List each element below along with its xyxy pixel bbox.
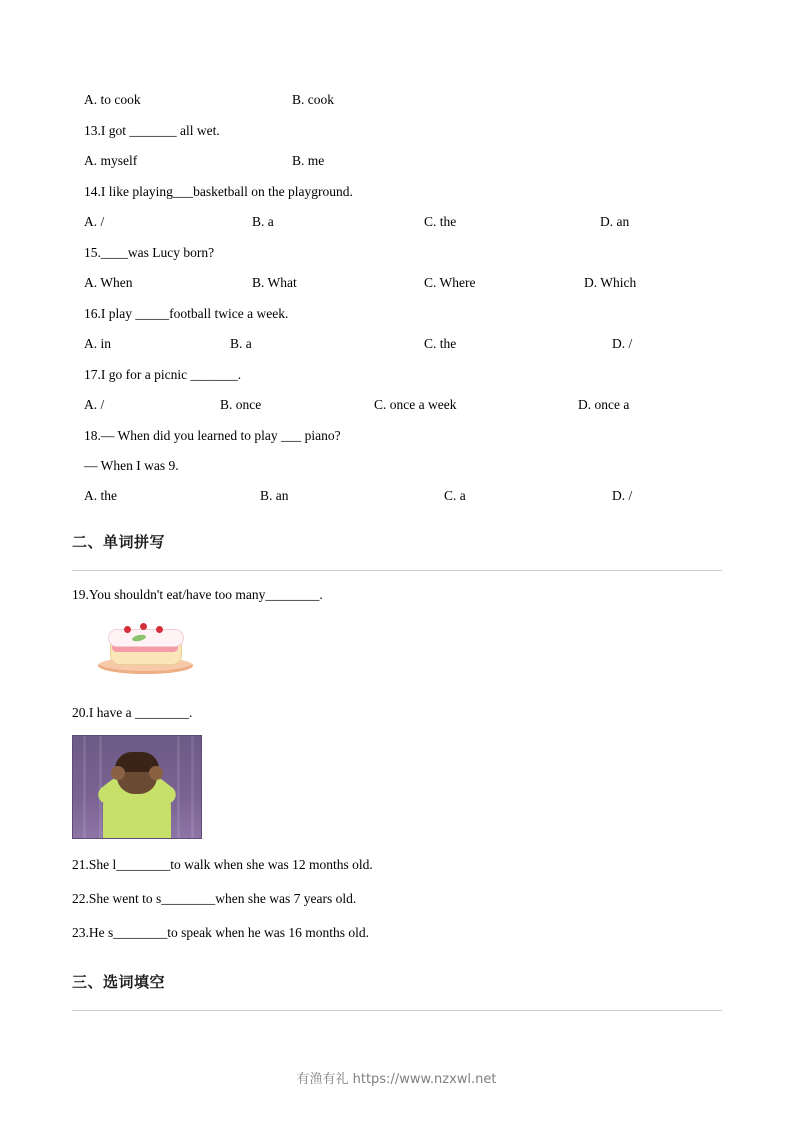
option-a[interactable]: A. the: [84, 488, 117, 503]
cake-illustration: [72, 617, 722, 679]
option-row: [72, 275, 722, 292]
option-row: [72, 336, 722, 353]
option-d[interactable]: D. once a: [578, 397, 630, 412]
option-a[interactable]: A. /: [84, 214, 105, 229]
option-a[interactable]: A. myself: [84, 153, 138, 168]
option-row: [72, 214, 722, 231]
cake-icing: [108, 629, 184, 647]
cherry-icon: [124, 626, 131, 633]
question-stem-18: 18.— When did you learned to play ___ piano?: [84, 428, 341, 443]
background-wave: [191, 736, 194, 838]
option-c[interactable]: C. the: [424, 214, 457, 229]
cake-icon: [98, 617, 193, 679]
section-divider: [72, 570, 722, 571]
boy-right-hand: [149, 766, 163, 780]
spelling-item-19: 19.You shouldn't eat/have too many________.: [72, 587, 323, 602]
option-c[interactable]: C. a: [444, 488, 466, 503]
cherry-icon: [140, 623, 147, 630]
option-row: [72, 488, 722, 505]
spelling-item-23: 23.He s________to speak when he was 16 months old.: [72, 925, 369, 940]
option-b[interactable]: B. once: [220, 397, 262, 412]
background-wave: [83, 736, 86, 838]
footer-watermark: 有渔有礼 https://www.nzxwl.net: [296, 1072, 497, 1087]
document-content: [72, 92, 722, 1027]
option-c[interactable]: C. Where: [424, 275, 476, 290]
spelling-item-22: 22.She went to s________when she was 7 years old.: [72, 891, 357, 906]
option-d[interactable]: D. /: [612, 336, 633, 351]
option-b[interactable]: B. cook: [292, 92, 334, 107]
question-stem-17: 17.I go for a picnic _______.: [84, 367, 242, 382]
option-d[interactable]: D. /: [612, 488, 633, 503]
option-row: [72, 153, 722, 170]
question-stem-16: 16.I play _____football twice a week.: [84, 306, 289, 321]
section-heading-two: 二、单词拼写: [72, 533, 166, 551]
option-b[interactable]: B. me: [292, 153, 325, 168]
section-divider: [72, 1010, 722, 1011]
boy-crying-illustration: [72, 735, 722, 839]
question-substem-18: — When I was 9.: [84, 458, 179, 473]
option-row: [72, 92, 722, 109]
section-heading-three: 三、选词填空: [72, 973, 166, 991]
question-stem-15: 15.____was Lucy born?: [84, 245, 215, 260]
cherry-icon: [156, 626, 163, 633]
option-d[interactable]: D. an: [600, 214, 630, 229]
background-wave: [177, 736, 180, 838]
option-b[interactable]: B. a: [230, 336, 252, 351]
boy-picture: [72, 735, 202, 839]
option-c[interactable]: C. once a week: [374, 397, 457, 412]
option-row: [72, 397, 722, 414]
spelling-item-21: 21.She l________to walk when she was 12 months old.: [72, 857, 373, 872]
option-a[interactable]: A. in: [84, 336, 111, 351]
option-a[interactable]: A. /: [84, 397, 105, 412]
option-c[interactable]: C. the: [424, 336, 457, 351]
option-d[interactable]: D. Which: [584, 275, 637, 290]
boy-left-hand: [111, 766, 125, 780]
question-stem-14: 14.I like playing___basketball on the playground.: [84, 184, 353, 199]
option-b[interactable]: B. a: [252, 214, 274, 229]
question-stem-13: 13.I got _______ all wet.: [84, 123, 220, 138]
option-a[interactable]: A. When: [84, 275, 133, 290]
option-b[interactable]: B. What: [252, 275, 297, 290]
option-a[interactable]: A. to cook: [84, 92, 141, 107]
option-b[interactable]: B. an: [260, 488, 289, 503]
spelling-item-20: 20.I have a ________.: [72, 705, 193, 720]
